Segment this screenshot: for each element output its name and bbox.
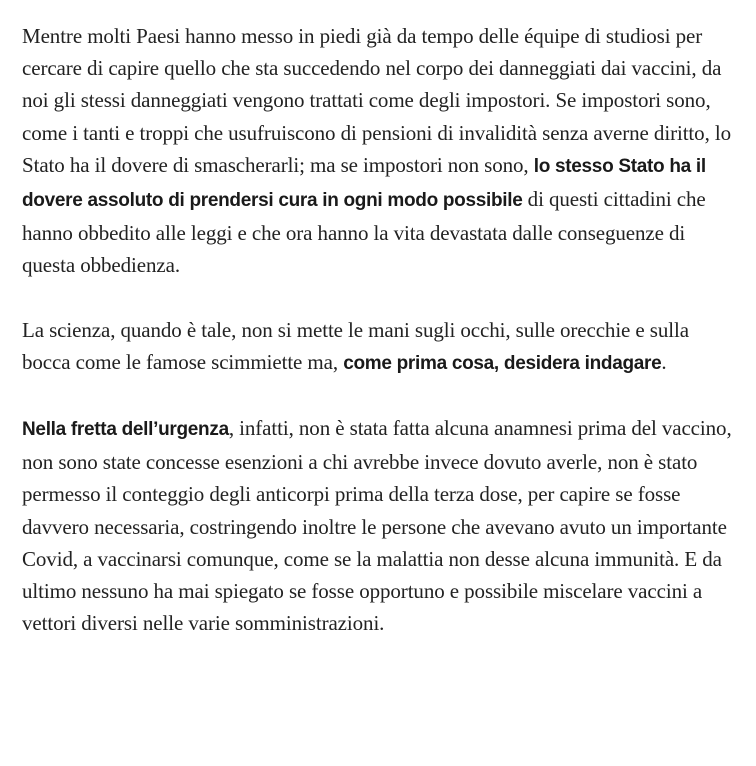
paragraph-2-text-1: La scienza, quando è tale, non si mette le mani sugli occhi, sulle orecchie e sulla bocca come le famose scimmiette ma, [22,317,689,374]
paragraph-3 [22,412,740,639]
paragraph-2-text-2: . [661,349,667,374]
paragraph-2-bold: come prima cosa, desidera indagare [343,352,662,374]
paragraph-3-bold: Nella fretta dell’urgenza [22,419,229,441]
paragraph-1-text-2: di questi cittadini che hanno obbedito alle leggi e che ora hanno la vita devastata dalle conseguenze di questa obbedienza. [22,187,706,278]
paragraph-1 [22,20,740,282]
paragraph-1-bold: lo stesso Stato ha il dovere assoluto di prendersi cura in ogni modo possibile [22,155,706,212]
paragraph-2 [22,314,740,380]
paragraph-3-text-1: , infatti, non è stata fatta alcuna anamnesi prima del vaccino, non sono state concesse esenzioni a chi avrebbe invece dovuto averle, non è stato permesso il conteggio degli anticorpi prima della terza dose, per capire se fosse davvero necessaria, costringendo inoltre le persone che avevano avuto un importante Covid, a vaccinarsi comunque, come se la malattia non desse alcuna immunità. E da ultimo nessuno ha mai spiegato se fosse opportuno e possibile miscelare vaccini a vettori diversi nelle varie somministrazioni. [22,416,732,636]
article-body [22,20,740,671]
paragraph-1-text-1: Mentre molti Paesi hanno messo in piedi già da tempo delle équipe di studiosi per cercare di capire quello che sta succedendo nel corpo dei danneggiati dai vaccini, da noi gli stessi danneggiati vengono trattati come degli impostori. Se impostori sono, come i tanti e troppi che usufruiscono di pensioni di invalidità senza averne diritto, lo Stato ha il dovere di smascherarli; ma se impostori non sono, [22,24,731,177]
